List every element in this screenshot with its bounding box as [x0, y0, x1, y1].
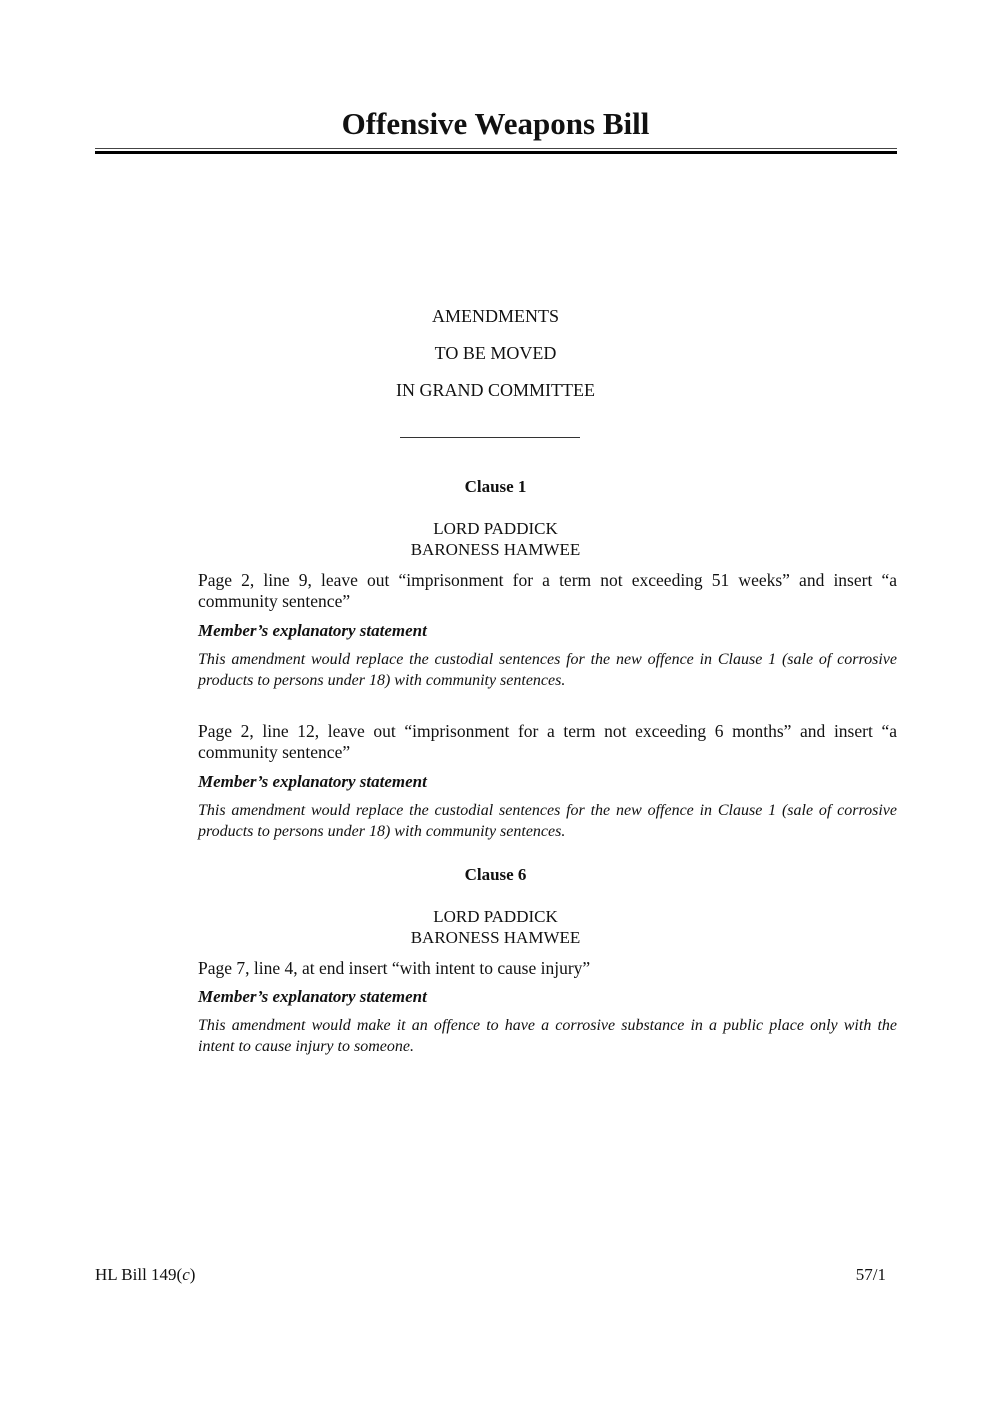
intro-line-3: IN GRAND COMMITTEE: [396, 380, 595, 400]
intro-line-2: TO BE MOVED: [434, 343, 557, 363]
statement-heading: Member’s explanatory statement: [198, 987, 427, 1006]
bill-number-prefix: HL Bill 149(: [95, 1265, 183, 1284]
document-title: Offensive Weapons Bill: [341, 106, 650, 141]
page-reference: 57/1: [855, 1265, 886, 1284]
amendment-text: Page 7, line 4, at end insert “with intent to cause injury”: [198, 958, 591, 978]
divider: [400, 437, 580, 438]
sponsor: BARONESS HAMWEE: [410, 928, 581, 947]
title-rule-thin: [95, 148, 897, 149]
clause-heading: Clause 1: [464, 477, 527, 496]
statement-heading: Member’s explanatory statement: [198, 772, 427, 791]
explanatory-statement: This amendment would replace the custodial sentences for the new offence in Clause 1 (sale of corrosive products to persons under 18) with community sentences.: [198, 651, 897, 689]
amendment-text: Page 2, line 12, leave out “imprisonment for a term not exceeding 6 months” and insert “a community sentence”: [198, 721, 897, 762]
bill-number-suffix: c: [182, 1265, 190, 1284]
sponsor: BARONESS HAMWEE: [410, 540, 581, 559]
explanatory-statement: This amendment would replace the custodial sentences for the new offence in Clause 1 (sale of corrosive products to persons under 18) with community sentences.: [198, 802, 897, 840]
bill-number-close: ): [189, 1265, 196, 1284]
statement-heading: Member’s explanatory statement: [198, 621, 427, 640]
title-rule-thick: [95, 151, 897, 154]
sponsor: LORD PADDICK: [433, 519, 558, 538]
bill-number: [95, 1265, 195, 1285]
sponsor: LORD PADDICK: [433, 907, 558, 926]
clause-heading: Clause 6: [464, 865, 527, 884]
explanatory-statement: This amendment would make it an offence to have a corrosive substance in a public place only with the intent to cause injury to someone.: [198, 1017, 897, 1055]
amendment-text: Page 2, line 9, leave out “imprisonment for a term not exceeding 51 weeks” and insert “a community sentence”: [198, 570, 897, 611]
intro-line-1: AMENDMENTS: [431, 306, 559, 326]
